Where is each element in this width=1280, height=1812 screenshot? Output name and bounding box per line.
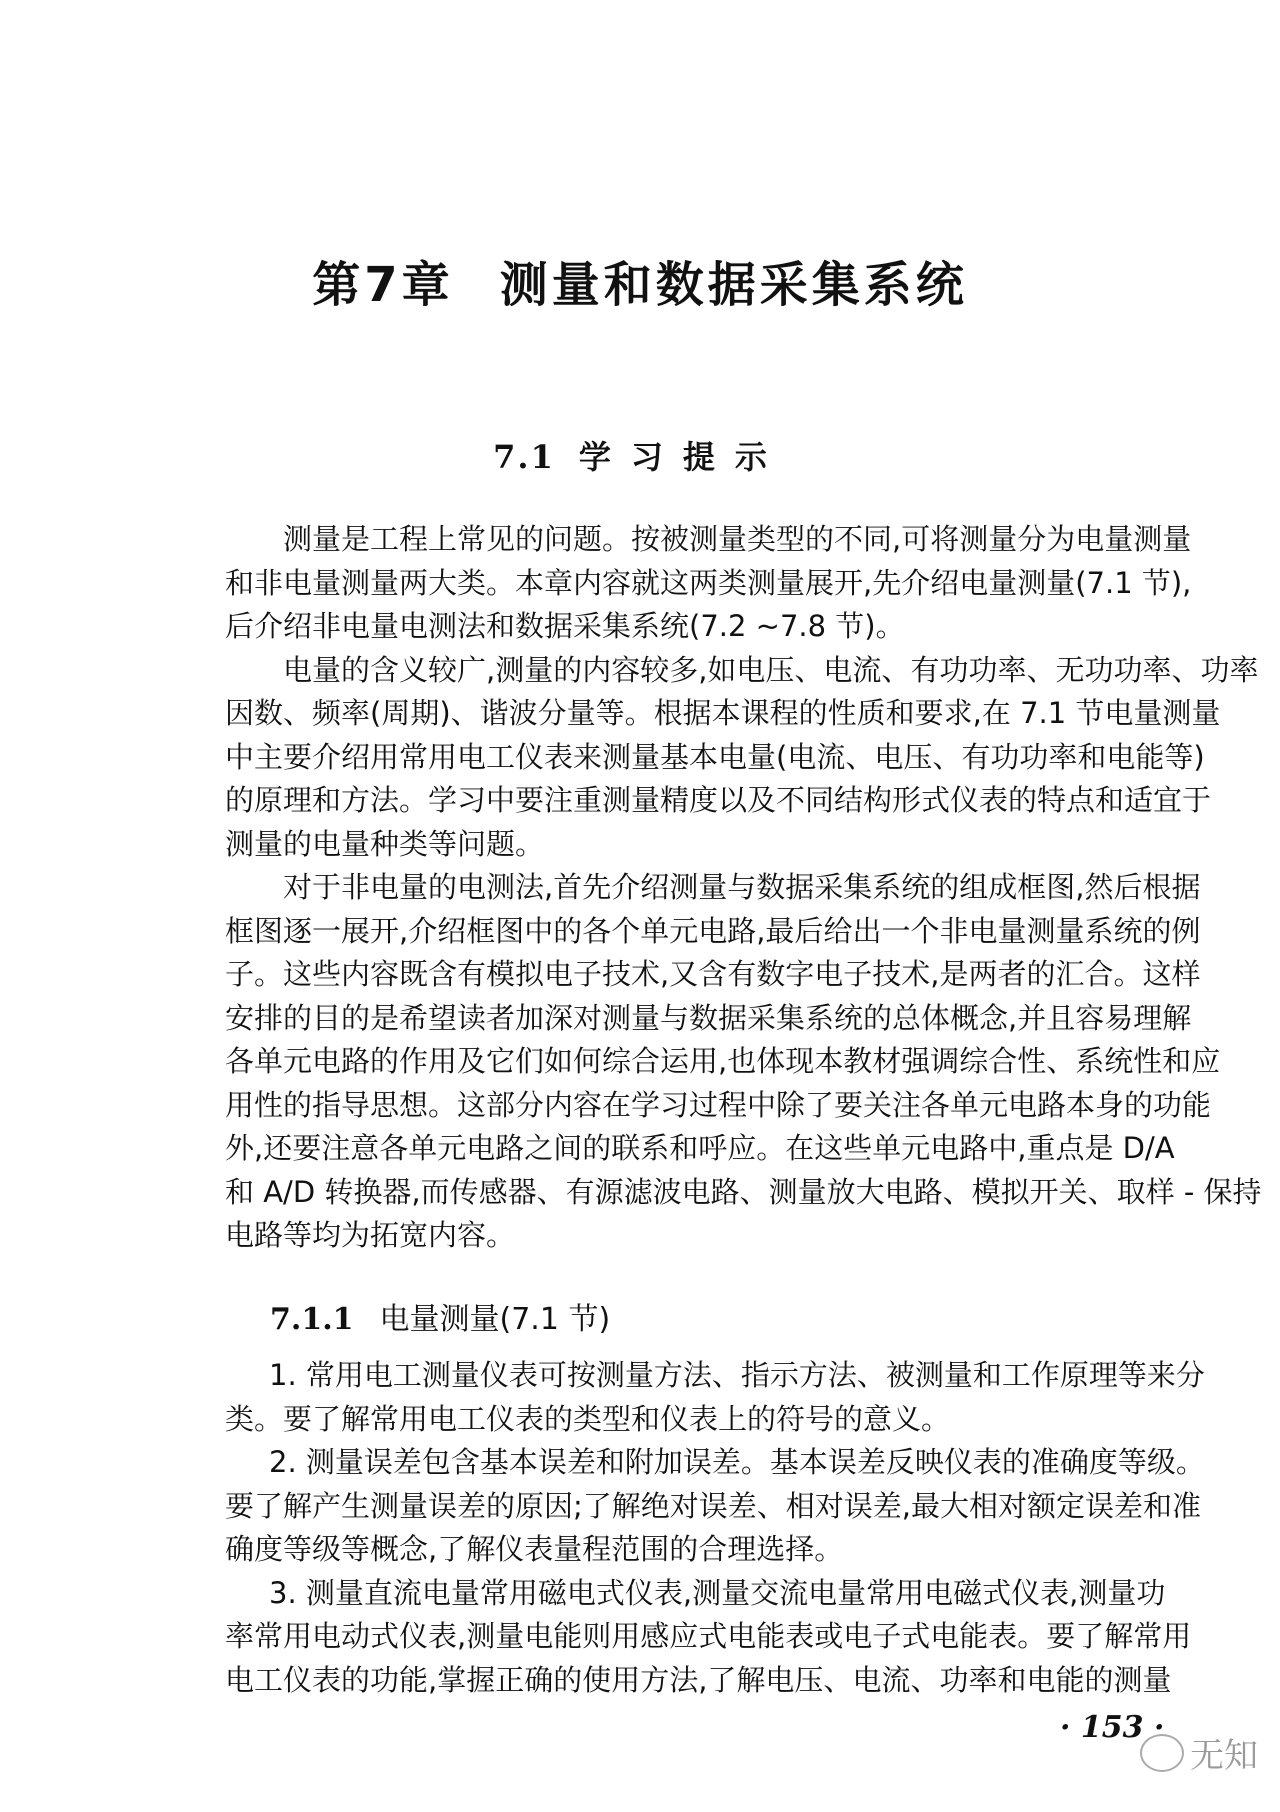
list-item [225,1354,1205,1441]
chapter-title [0,246,1280,315]
text-line: 类。要了解常用电工仪表的类型和仪表上的符号的意义。 [225,1401,951,1436]
text-line: 后介绍非电量电测法和数据采集系统(7.2 ~7.8 节)。 [225,609,905,643]
numbered-items [225,1354,1205,1702]
text-line: 框图逐一展开,介绍框图中的各个单元电路,最后给出一个非电量测量系统的例 [225,913,1201,948]
paragraph [225,649,1259,867]
text-line: 电量的含义较广,测量的内容较多,如电压、电流、有功功率、无功功率、功率 [283,652,1259,687]
text-line: 率常用电动式仪表,测量电能则用感应式电能表或电子式电能表。要了解常用 [225,1619,1192,1653]
text-line: 1. 常用电工测量仪表可按测量方法、指示方法、被测量和工作原理等来分 [269,1358,1205,1392]
text-line: 和非电量测量两大类。本章内容就这两类测量展开,先介绍电量测量(7.1 节), [225,565,1192,600]
subsection-number: 7.1.1 [270,1302,354,1337]
paragraph [225,518,1192,649]
section-title-text: 学习提示 [578,438,787,476]
text-line: 测量的电量种类等问题。 [225,826,545,861]
text-line: 因数、频率(周期)、谐波分量等。根据本课程的性质和要求,在 7.1 节电量测量 [225,696,1221,730]
chapter-number: 第7章 [312,257,454,313]
subsection-heading [270,1294,610,1338]
text-line: 中主要介绍用常用电工仪表来测量基本电量(电流、电压、有功功率和电能等) [225,739,1205,774]
text-line: 外,还要注意各单元电路之间的联系和呼应。在这些单元电路中,重点是 D/A [225,1131,1175,1165]
watermark-text: 无知 [1190,1736,1258,1776]
text-line: 要了解产生测量误差的原因;了解绝对误差、相对误差,最大相对额定误差和准 [225,1488,1201,1523]
text-line: 测量是工程上常见的问题。按被测量类型的不同,可将测量分为电量测量 [283,522,1192,556]
text-line: 子。这些内容既含有模拟电子技术,又含有数字电子技术,是两者的汇合。这样 [225,957,1201,991]
section-number: 7.1 [493,438,555,476]
text-line: 用性的指导思想。这部分内容在学习过程中除了要关注各单元电路本身的功能 [225,1087,1212,1122]
paragraph [225,866,1262,1258]
intro-text [225,518,1262,1258]
text-line: 2. 测量误差包含基本误差和附加误差。基本误差反映仪表的准确度等级。 [269,1445,1205,1479]
wechat-icon [1140,1734,1184,1772]
watermark [1140,1728,1258,1777]
text-line: 3. 测量直流电量常用磁电式仪表,测量交流电量常用电磁式仪表,测量功 [269,1575,1166,1610]
text-line: 安排的目的是希望读者加深对测量与数据采集系统的总体概念,并且容易理解 [225,1000,1192,1035]
list-item [225,1572,1192,1703]
text-line: 各单元电路的作用及它们如何综合运用,也体现本教材强调综合性、系统性和应 [225,1044,1221,1078]
text-line: 电工仪表的功能,掌握正确的使用方法,了解电压、电流、功率和电能的测量 [225,1662,1172,1697]
list-item [225,1441,1205,1572]
text-line: 和 A/D 转换器,而传感器、有源滤波电路、测量放大电路、模拟开关、取样 - 保持 [225,1174,1262,1209]
subsection-title-text: 电量测量(7.1 节) [379,1302,611,1337]
text-line: 电路等均为拓宽内容。 [225,1218,516,1252]
text-line: 确度等级等概念,了解仪表量程范围的合理选择。 [225,1532,844,1566]
text-line: 的原理和方法。学习中要注重测量精度以及不同结构形式仪表的特点和适宜于 [225,783,1212,817]
chapter-title-text: 测量和数据采集系统 [499,257,968,313]
page-number: · 153 · [1060,1710,1165,1745]
text-line: 对于非电量的电测法,首先介绍测量与数据采集系统的组成框图,然后根据 [283,870,1201,904]
section-heading [0,432,1280,478]
